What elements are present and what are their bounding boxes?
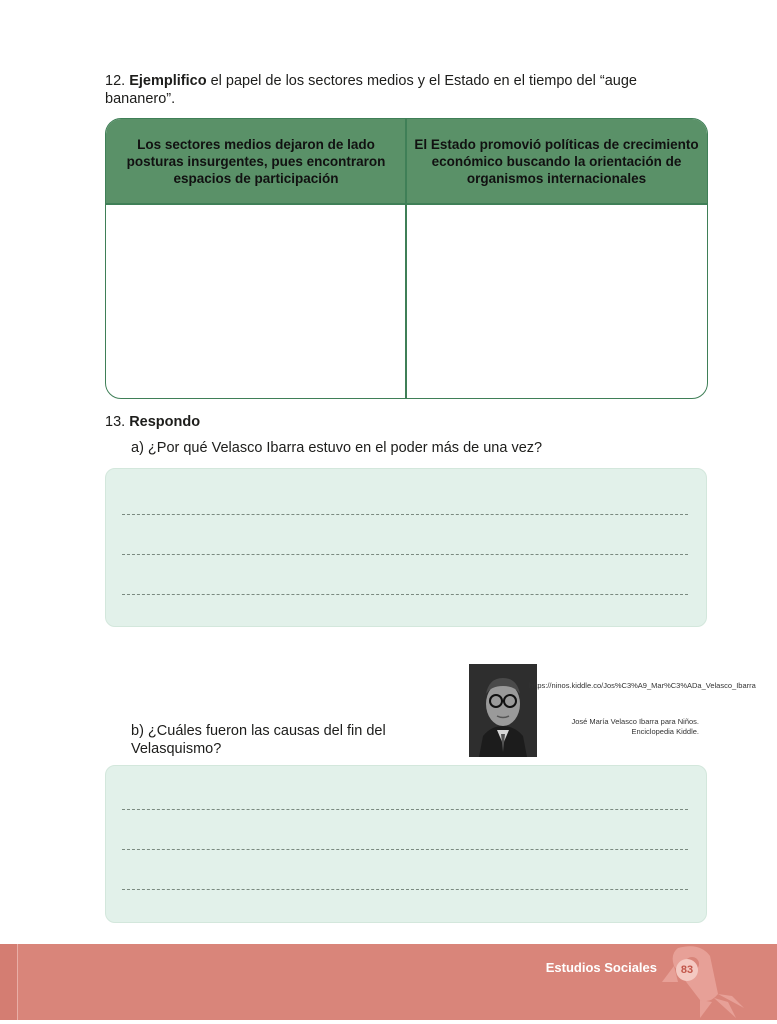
page-number: 83 — [676, 959, 698, 981]
table-header-state: El Estado promovió políticas de crecimiento económico buscando la orientación de organismos internacionales — [414, 136, 699, 186]
table-cell-state[interactable] — [407, 205, 707, 398]
question-13b: b) ¿Cuáles fueron las causas del fin del Velasquismo? — [131, 723, 386, 757]
examples-table — [105, 118, 708, 399]
answer-line — [122, 849, 688, 850]
answer-line — [122, 594, 688, 595]
question-13a: a) ¿Por qué Velasco Ibarra estuvo en el poder más de una vez? — [131, 440, 543, 456]
rocket-icon — [648, 944, 758, 1020]
answer-line — [122, 809, 688, 810]
photo-credit-name: José María Velasco Ibarra para Niños. Enciclopedia Kiddle. — [571, 717, 699, 736]
table-header-middle-sectors: Los sectores medios dejaron de lado posturas insurgentes, pues encontraron espacios de participación — [126, 136, 386, 186]
velasco-ibarra-portrait — [469, 664, 537, 757]
answer-box-a[interactable] — [105, 468, 707, 627]
answer-line — [122, 889, 688, 890]
answer-line — [122, 554, 688, 555]
page-footer — [0, 944, 777, 1020]
question-12-text: el papel de los sectores medios y el Estado en el tiempo del “auge bananero”. — [105, 73, 637, 107]
question-12-number: 12. — [105, 73, 126, 89]
photo-credit-url: https://ninos.kiddle.co/Jos%C3%A9_Mar%C3%ADa_Velasco_Ibarra — [529, 681, 756, 690]
answer-line — [122, 514, 688, 515]
question-13 — [105, 414, 200, 430]
footer-left-strip — [0, 944, 18, 1020]
footer-subject: Estudios Sociales — [545, 960, 657, 975]
question-12 — [105, 72, 705, 108]
table-cell-middle-sectors[interactable] — [106, 205, 405, 398]
question-13-verb: Respondo — [129, 414, 201, 430]
question-13-number: 13. — [105, 414, 126, 430]
question-12-verb: Ejemplifico — [129, 73, 207, 89]
answer-box-b[interactable] — [105, 765, 707, 923]
